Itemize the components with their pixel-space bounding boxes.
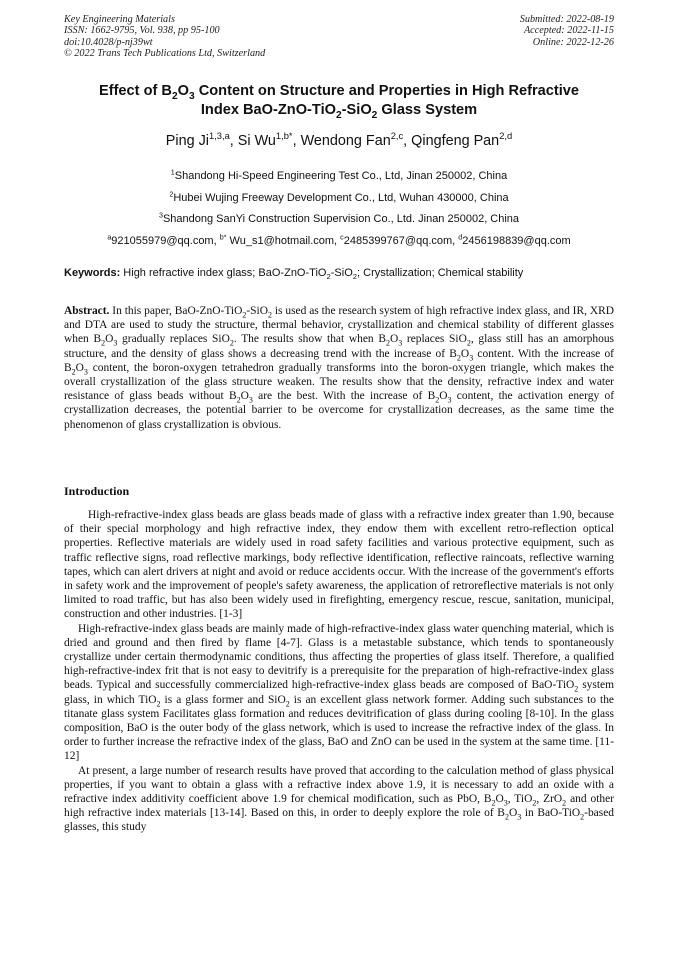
copyright-line: © 2022 Trans Tech Publications Ltd, Switzerland xyxy=(64,48,266,60)
para-text: At present, a large number of research results have proved that according to the calculation method of glass physical properties, if you want to obtain a glass with a refractive index above 1.9, it is necessary to add an oxide with a refractive index additivity coefficient above 1.9 for chemical modification, such as PbO, B xyxy=(64,764,614,806)
abstract-text: O xyxy=(389,333,399,346)
abstract-text: , glass still has an amorphous structure, and the density of glass shows a decreasing trend with the increase of B xyxy=(64,333,615,360)
affiliations xyxy=(64,166,614,252)
author-separator: , xyxy=(403,133,412,149)
abstract-sub: 2 xyxy=(456,352,461,362)
intro-paragraph-2 xyxy=(64,622,614,764)
abstract-sub: 2 xyxy=(267,310,272,320)
title-text: O xyxy=(177,83,189,99)
para-text: -based glasses, this study xyxy=(64,807,614,834)
abstract-text: are the best. With the increase of B xyxy=(252,390,436,403)
abstract-text: content, the boron-oxygen tetrahedron gradually transforms into the boron-oxygen triangle, which makes the overall crystallization of the glass structure weaken. The results show that the density, refractive index and water resistance of glass beads without B xyxy=(64,361,614,403)
author-list xyxy=(64,132,614,150)
abstract-text: -SiO xyxy=(246,305,268,317)
paper-title xyxy=(64,82,614,119)
affiliation-2 xyxy=(64,188,614,210)
affiliation-1 xyxy=(64,166,614,188)
author-name: Ping Ji xyxy=(165,133,209,149)
abstract-sub: 2 xyxy=(229,338,234,348)
para-sub: 2 xyxy=(285,698,290,708)
submission-dates xyxy=(520,14,614,48)
abstract-sub: 2 xyxy=(101,338,106,348)
abstract-text: replaces SiO xyxy=(402,333,467,346)
para-text: system glass, in which TiO xyxy=(64,679,614,706)
title-sub: 2 xyxy=(335,109,342,121)
keywords-sub: 2 xyxy=(326,272,331,282)
title-text: -SiO xyxy=(341,101,372,118)
author-separator: , xyxy=(292,133,301,149)
affiliation-3 xyxy=(64,209,614,231)
email-mark: b* xyxy=(219,233,227,242)
affil-text: Shandong Hi-Speed Engineering Test Co., Ltd, Jinan 250002, China xyxy=(174,170,508,182)
email-link[interactable]: 2456198839@qq.com xyxy=(462,234,571,247)
title-text: Index BaO-ZnO-TiO xyxy=(200,101,336,118)
introduction-body xyxy=(64,508,614,835)
title-sub: 2 xyxy=(171,90,178,102)
accepted-date: Accepted: 2022-11-15 xyxy=(523,25,614,37)
online-date: Online: 2022-12-26 xyxy=(532,36,614,48)
journal-name: Key Engineering Materials xyxy=(64,14,175,25)
author-separator: , xyxy=(229,133,238,149)
affil-mark: 3 xyxy=(158,211,163,220)
abstract-label: Abstract. xyxy=(64,305,110,317)
email-mark: d xyxy=(458,233,463,242)
abstract-sub: 2 xyxy=(242,310,247,320)
para-sub: 2 xyxy=(491,798,496,808)
abstract-text: is used as the research system of high refractive index glass, and IR, XRD and DTA are used to study the structure, thermal behavior, crystallization and chemical stability of different glasses when B xyxy=(64,305,614,346)
email-link[interactable]: Wu_s1@hotmail.com, xyxy=(226,234,341,247)
author-name: Qingfeng Pan xyxy=(411,133,500,149)
abstract-text: gradually replaces SiO xyxy=(117,333,230,346)
abstract-text: O xyxy=(240,390,249,403)
email-mark: c xyxy=(340,233,344,242)
submitted-date: Submitted: 2022-08-19 xyxy=(519,14,614,25)
intro-paragraph-1: High-refractive-index glass beads are glass beads made of glass with a refractive index greater than 1.90, because of their special morphology and high refractive index, they endow them with excellent retro-reflection optical properties. Reflective materials are widely used in road safety facilities and various protective equipment, such as traffic reflective signs, road reflective markings, body reflective identification, reflective raincoats, reflective warning tapes, which can alert drivers at night and avoid or reduce accidents occur. With the increase of the government's efforts in safety work and the improvement of people's safety awareness, the application of retroreflective materials is not only limited to road traffic, but has also been widely used in firefighting, emergency rescue, rescue, sanitation, municipal, construction and other industries. [1-3] xyxy=(64,509,614,621)
para-text: , ZrO xyxy=(536,793,563,806)
abstract-text: O xyxy=(460,347,470,360)
author-affil-mark: 1,3,a xyxy=(209,131,230,142)
para-sub: 3 xyxy=(517,812,522,822)
intro-paragraph-3 xyxy=(64,764,614,835)
abstract-text: content. With the increase of B xyxy=(64,347,614,374)
issn-line: ISSN: 1662-9795, Vol. 938, pp 95-100 xyxy=(64,25,220,37)
abstract-sub: 2 xyxy=(385,338,390,348)
abstract-text: . The results show that when B xyxy=(233,333,386,346)
keywords-label: Keywords: xyxy=(64,267,121,279)
para-text: High-refractive-index glass beads are mainly made of high-refractive-index glass water quenching material, which is dried and ground and then fired by flame [4-7]. Glass is a metastable substance, which tends to spontaneously crystallize under certain thermodynamic conditions, thus affecting the properties of glass itself. Therefore, a qualified high-refractive-index frit that is not easy to devitrify is a prerequisite for the preparation of high-refractive-index glass beads. Typical and successfully commercialized high-refractive-index glass beads are composed of BaO-TiO xyxy=(64,622,614,692)
para-text: O xyxy=(495,793,504,806)
para-text: is an excellent glass network former. Adding such substances to the titanate glass system Facilitates glass formation and reduces devitrification of glass during cooling [8-10]. In the glass composition, BaO is the outer body of the glass network, which is used to increase the refractive index of the glass. In order to further increase the refractive index of the glass, BaO and ZnO can be used in the system at the same time. [11-12] xyxy=(64,693,614,763)
para-text: is a glass former and SiO xyxy=(160,693,286,706)
keywords-text: High refractive index glass; BaO-ZnO-TiO xyxy=(120,267,327,279)
email-mark: a xyxy=(107,233,112,242)
affil-mark: 2 xyxy=(169,189,174,198)
author-affil-mark: 1,b* xyxy=(275,131,293,142)
abstract-text: O xyxy=(439,390,448,403)
para-sub: 2 xyxy=(574,684,579,694)
title-text: Glass System xyxy=(377,101,478,118)
para-sub: 2 xyxy=(156,698,161,708)
abstract-sub: 2 xyxy=(71,367,76,377)
doi-line: doi:10.4028/p-nj39wt xyxy=(64,36,153,48)
email-link[interactable]: 2485399767@qq.com, xyxy=(343,234,459,247)
abstract-text: content, the activation energy of crystallization decreases, the potential barrier to be overcome for crystallization decreases, as the same time the phenomenon of glass crystallization is obvious. xyxy=(64,390,614,431)
email-list xyxy=(64,231,614,253)
title-text: Effect of B xyxy=(98,83,172,99)
author-name: Wendong Fan xyxy=(300,133,391,149)
abstract-sub: 3 xyxy=(398,338,403,348)
title-sub: 2 xyxy=(371,109,378,121)
para-sub: 2 xyxy=(562,798,567,808)
abstract-sub: 3 xyxy=(83,367,88,377)
keywords-text: ; Crystallization; Chemical stability xyxy=(357,267,524,279)
affil-text: Shandong SanYi Construction Supervision Co., Ltd. Jinan 250002, China xyxy=(162,213,520,226)
abstract-text: O xyxy=(105,333,114,346)
abstract-sub: 3 xyxy=(447,395,452,405)
author-affil-mark: 2,c xyxy=(390,131,404,142)
author-affil-mark: 2,d xyxy=(499,131,513,142)
abstract-sub: 2 xyxy=(466,338,471,348)
abstract-sub: 3 xyxy=(469,352,474,362)
para-sub: 2 xyxy=(504,812,509,822)
para-sub: 2 xyxy=(580,812,585,822)
para-text: in BaO-TiO xyxy=(521,807,581,820)
abstract-sub: 3 xyxy=(113,338,118,348)
abstract-text: In this paper, BaO-ZnO-TiO xyxy=(109,305,243,317)
journal-info xyxy=(64,14,265,60)
para-text: and other high refractive index materials [13-14]. Based on this, in order to deeply explore the role of B xyxy=(64,793,615,820)
abstract-text: O xyxy=(75,361,84,374)
para-sub: 3 xyxy=(503,798,508,808)
keywords-text: -SiO xyxy=(330,267,353,279)
para-sub: 2 xyxy=(532,798,537,808)
abstract xyxy=(64,304,614,432)
affil-mark: 1 xyxy=(170,168,175,177)
affil-text: Hubei Wujing Freeway Development Co., Ltd, Wuhan 430000, China xyxy=(173,191,509,204)
para-text: O xyxy=(508,807,518,820)
abstract-sub: 3 xyxy=(248,395,253,405)
abstract-sub: 2 xyxy=(435,395,440,405)
keywords xyxy=(64,266,614,280)
author-name: Si Wu xyxy=(237,133,276,149)
section-heading-introduction: Introduction xyxy=(64,484,130,498)
keywords-sub: 2 xyxy=(352,272,358,282)
email-link[interactable]: 921055979@qq.com, xyxy=(111,234,220,247)
abstract-sub: 2 xyxy=(236,395,241,405)
para-text: , TiO xyxy=(507,793,533,806)
title-text: Content on Structure and Properties in High Refractive xyxy=(194,83,580,99)
title-sub: 3 xyxy=(188,90,195,102)
